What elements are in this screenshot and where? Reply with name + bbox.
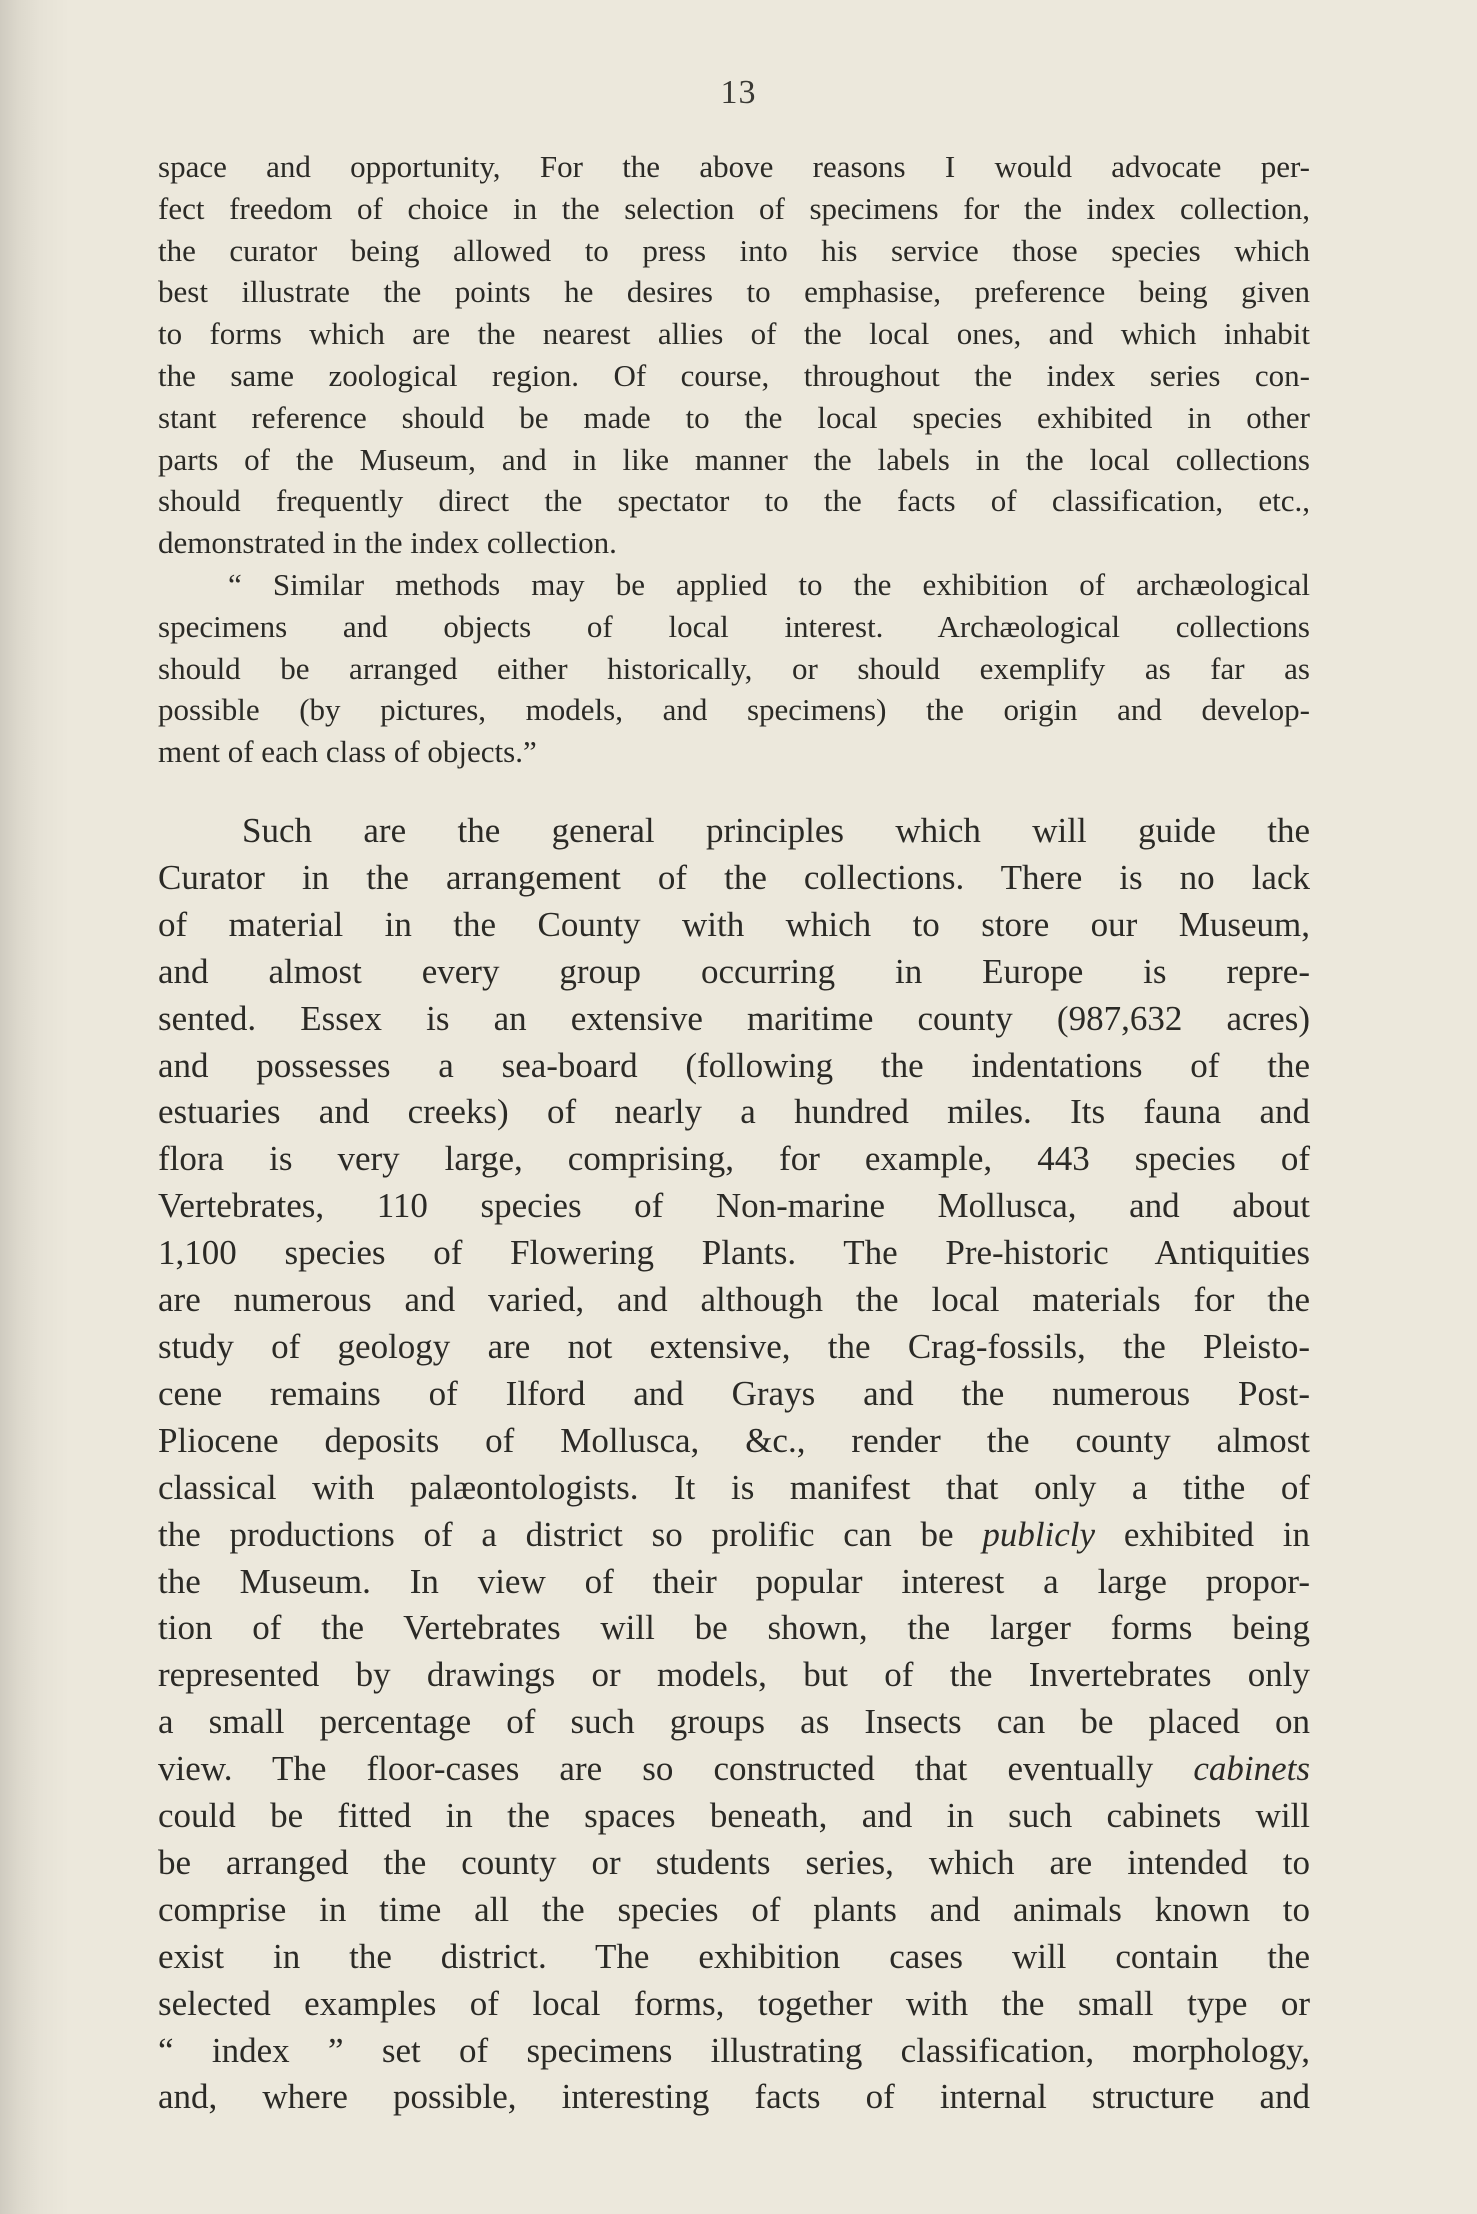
text-line: flora is very large, comprising, for example, 443 species of <box>158 1139 1310 1179</box>
text-line: estuaries and creeks) of nearly a hundred miles. Its fauna and <box>158 1092 1310 1132</box>
text-line-with-italic <box>158 1746 1310 1793</box>
text-line: of material in the County with which to store our Museum, <box>158 904 1310 944</box>
text-line: sented. Essex is an extensive maritime county (987,632 acres) <box>158 998 1310 1038</box>
text-line: could be fitted in the spaces beneath, and in such cabinets will <box>158 1796 1310 1836</box>
text-line: comprise in time all the species of plants and animals known to <box>158 1889 1310 1929</box>
text-segment: view. The floor-cases are so constructed that eventually <box>158 1749 1154 1789</box>
text-line: 1,100 species of Flowering Plants. The Pre-historic Antiquities <box>158 1233 1310 1273</box>
text-line: and almost every group occurring in Europe is repre- <box>158 951 1310 991</box>
text-line: Such are the general principles which will guide the <box>242 811 1310 850</box>
text-line: and, where possible, interesting facts of internal structure and <box>158 2077 1310 2117</box>
text-segment: exhibited in <box>1123 1514 1311 1554</box>
quoted-passage <box>158 146 1310 773</box>
text-line: classical with palæontologists. It is manifest that only a tithe of <box>158 1467 1310 1507</box>
text-line: the curator being allowed to press into his service those species which <box>158 232 1310 268</box>
text-line: study of geology are not extensive, the Crag-fossils, the Pleisto- <box>158 1326 1310 1366</box>
italic-word: cabinets <box>1193 1749 1311 1789</box>
text-line: ment of each class of objects.” <box>158 734 537 770</box>
text-line: specimens and objects of local interest. Archæological collections <box>158 608 1310 644</box>
text-line: the same zoological region. Of course, throughout the index series con- <box>158 357 1310 393</box>
text-line: a small percentage of such groups as Insects can be placed on <box>158 1702 1310 1742</box>
main-paragraph <box>158 808 1310 2121</box>
text-line: Vertebrates, 110 species of Non-marine Mollusca, and about <box>158 1186 1310 1226</box>
text-line: should frequently direct the spectator to the facts of classification, etc., <box>158 483 1310 519</box>
text-line: the Museum. In view of their popular interest a large propor- <box>158 1561 1310 1601</box>
text-segment: the productions of a district so prolific can be <box>158 1514 954 1554</box>
text-line: parts of the Museum, and in like manner the labels in the local collections <box>158 441 1310 477</box>
text-line: demonstrated in the index collection. <box>158 525 617 561</box>
text-line: “ Similar methods may be applied to the exhibition of archæological <box>228 566 1310 602</box>
text-line: tion of the Vertebrates will be shown, the larger forms being <box>158 1608 1310 1648</box>
quoted-paragraph-1 <box>158 146 1310 564</box>
text-line: fect freedom of choice in the selection of specimens for the index collection, <box>158 190 1310 226</box>
text-line: best illustrate the points he desires to emphasise, preference being given <box>158 274 1310 310</box>
text-line: selected examples of local forms, together with the small type or <box>158 1983 1310 2023</box>
text-line: and possesses a sea-board (following the indentations of the <box>158 1045 1310 1085</box>
text-line: Curator in the arrangement of the collections. There is no lack <box>158 857 1310 897</box>
text-line: cene remains of Ilford and Grays and the numerous Post- <box>158 1373 1310 1413</box>
text-line: Pliocene deposits of Mollusca, &c., render the county almost <box>158 1420 1310 1460</box>
text-line: stant reference should be made to the local species exhibited in other <box>158 399 1310 435</box>
body-paragraph <box>158 808 1310 2121</box>
page-number: 13 <box>720 74 757 111</box>
text-line: be arranged the county or students series, which are intended to <box>158 1842 1310 1882</box>
italic-word: publicly <box>982 1514 1096 1554</box>
text-line: should be arranged either historically, or should exemplify as far as <box>158 650 1310 686</box>
text-line: possible (by pictures, models, and specimens) the origin and develop- <box>158 692 1310 728</box>
text-line: represented by drawings or models, but of the Invertebrates only <box>158 1655 1310 1695</box>
text-line-with-italic <box>158 1512 1310 1559</box>
text-line: exist in the district. The exhibition cases will contain the <box>158 1936 1310 1976</box>
text-line: to forms which are the nearest allies of the local ones, and which inhabit <box>158 316 1310 352</box>
text-line: “ index ” set of specimens illustrating classification, morphology, <box>158 2030 1310 2070</box>
quoted-paragraph-2 <box>158 564 1310 773</box>
text-line: space and opportunity, For the above reasons I would advocate per- <box>158 149 1310 184</box>
text-line: are numerous and varied, and although the local materials for the <box>158 1280 1310 1320</box>
